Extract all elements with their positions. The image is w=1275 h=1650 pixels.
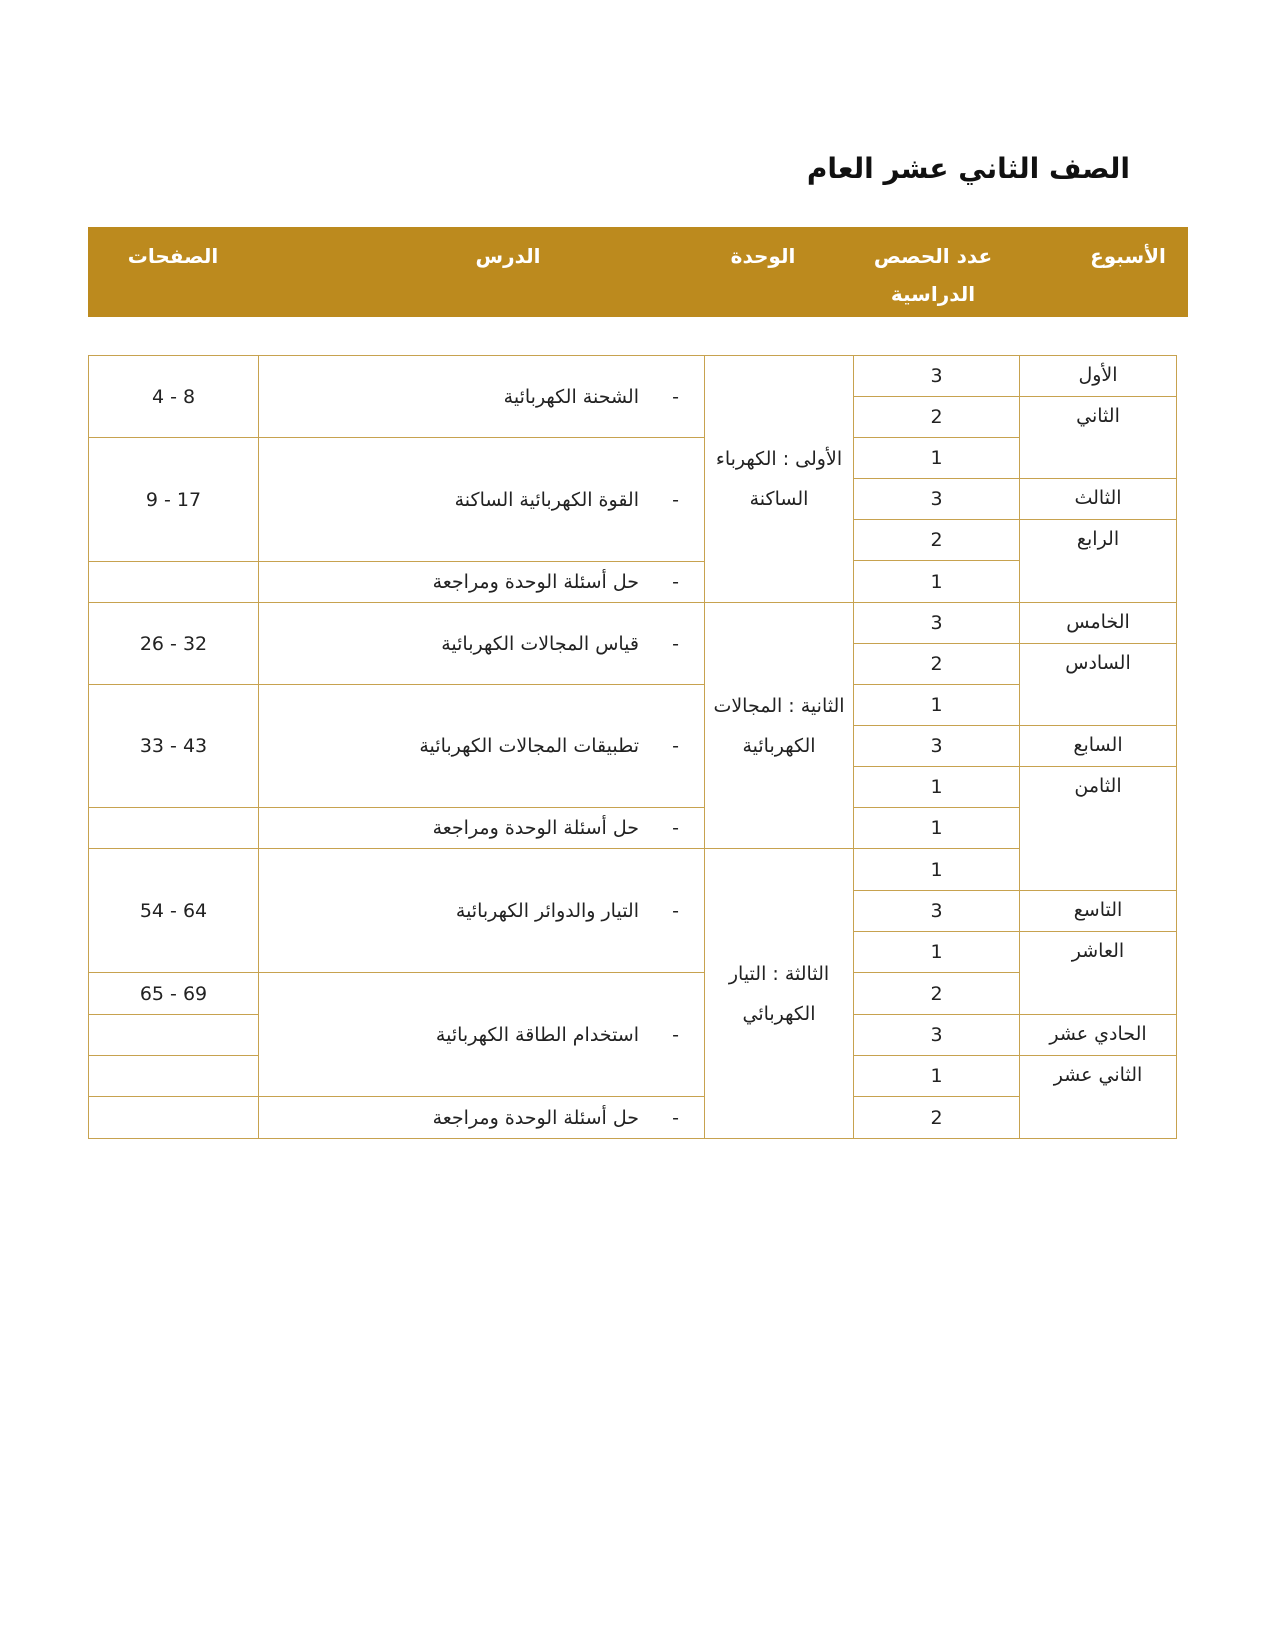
- periods-cell: 1: [853, 848, 1020, 891]
- periods-cell: 1: [853, 560, 1020, 603]
- periods-cell: 1: [853, 1055, 1020, 1097]
- lesson-cell: [258, 355, 705, 438]
- pages-cell: [88, 561, 259, 603]
- week-cell: الثاني: [1019, 396, 1177, 479]
- header-lesson: الدرس: [475, 244, 541, 268]
- pages-cell: 9 - 17: [88, 437, 259, 562]
- lesson-cell: [258, 1096, 705, 1139]
- lesson-dash: -: [672, 488, 679, 511]
- lesson-cell: [258, 602, 705, 685]
- week-cell: السادس: [1019, 643, 1177, 726]
- periods-cell: 1: [853, 931, 1020, 973]
- lesson-cell: [258, 684, 705, 808]
- unit-cell: الأولى : الكهرباء الساكنة: [704, 355, 854, 603]
- header-unit: الوحدة: [730, 244, 796, 268]
- lesson-cell: [258, 807, 705, 849]
- periods-cell: 2: [853, 396, 1020, 438]
- lesson-cell: [258, 437, 705, 562]
- periods-cell: 2: [853, 519, 1020, 561]
- periods-cell: 1: [853, 437, 1020, 479]
- lesson-title: تطبيقات المجالات الكهربائية: [419, 735, 639, 757]
- periods-cell: 1: [853, 684, 1020, 726]
- periods-cell: 3: [853, 478, 1020, 520]
- week-cell: السابع: [1019, 725, 1177, 767]
- lesson-dash: -: [672, 817, 679, 839]
- lesson-dash: -: [672, 1106, 679, 1129]
- week-cell: الثامن: [1019, 766, 1177, 891]
- header-periods: عدد الحصص الدراسية: [873, 244, 993, 306]
- week-cell: الرابع: [1019, 519, 1177, 603]
- page-title: الصف الثاني عشر العام: [806, 152, 1130, 185]
- week-cell: الثاني عشر: [1019, 1055, 1177, 1139]
- lesson-cell: [258, 561, 705, 603]
- week-cell: العاشر: [1019, 931, 1177, 1015]
- periods-cell: 3: [853, 602, 1020, 644]
- week-cell: الخامس: [1019, 602, 1177, 644]
- lesson-dash: -: [672, 735, 679, 757]
- lesson-dash: -: [672, 899, 679, 922]
- pages-cell: 4 - 8: [88, 355, 259, 438]
- lesson-title: قياس المجالات الكهربائية: [441, 632, 639, 655]
- lesson-title: القوة الكهربائية الساكنة: [454, 488, 639, 511]
- periods-cell: 2: [853, 972, 1020, 1015]
- lesson-dash: -: [672, 1023, 679, 1046]
- pages-cell: [88, 1014, 259, 1056]
- lesson-dash: -: [672, 571, 679, 593]
- week-cell: الأول: [1019, 355, 1177, 397]
- week-cell: الحادي عشر: [1019, 1014, 1177, 1056]
- header-pages: الصفحات: [127, 244, 219, 268]
- unit-cell: الثالثة : التيار الكهربائي: [704, 848, 854, 1139]
- lesson-cell: [258, 972, 705, 1097]
- periods-cell: 1: [853, 807, 1020, 849]
- pages-cell: 65 - 69: [88, 972, 259, 1015]
- lesson-title: حل أسئلة الوحدة ومراجعة: [432, 1106, 639, 1129]
- pages-cell: [88, 1096, 259, 1139]
- periods-cell: 3: [853, 890, 1020, 932]
- pages-cell: 54 - 64: [88, 848, 259, 973]
- pages-cell: 33 - 43: [88, 684, 259, 808]
- lesson-cell: [258, 848, 705, 973]
- lesson-title: حل أسئلة الوحدة ومراجعة: [432, 817, 639, 839]
- lesson-dash: -: [672, 632, 679, 655]
- pages-cell: [88, 1055, 259, 1097]
- lesson-title: حل أسئلة الوحدة ومراجعة: [432, 571, 639, 593]
- lesson-title: استخدام الطاقة الكهربائية: [435, 1023, 639, 1046]
- periods-cell: 1: [853, 766, 1020, 808]
- header-week: الأسبوع: [1090, 244, 1166, 268]
- week-cell: الثالث: [1019, 478, 1177, 520]
- periods-cell: 3: [853, 725, 1020, 767]
- periods-cell: 2: [853, 1096, 1020, 1139]
- pages-cell: [88, 807, 259, 849]
- lesson-title: التيار والدوائر الكهربائية: [455, 899, 639, 922]
- lesson-dash: -: [672, 385, 679, 408]
- pages-cell: 26 - 32: [88, 602, 259, 685]
- periods-cell: 2: [853, 643, 1020, 685]
- periods-cell: 3: [853, 1014, 1020, 1056]
- week-cell: التاسع: [1019, 890, 1177, 932]
- unit-cell: الثانية : المجالات الكهربائية: [704, 602, 854, 849]
- lesson-title: الشحنة الكهربائية: [503, 385, 639, 408]
- periods-cell: 3: [853, 355, 1020, 397]
